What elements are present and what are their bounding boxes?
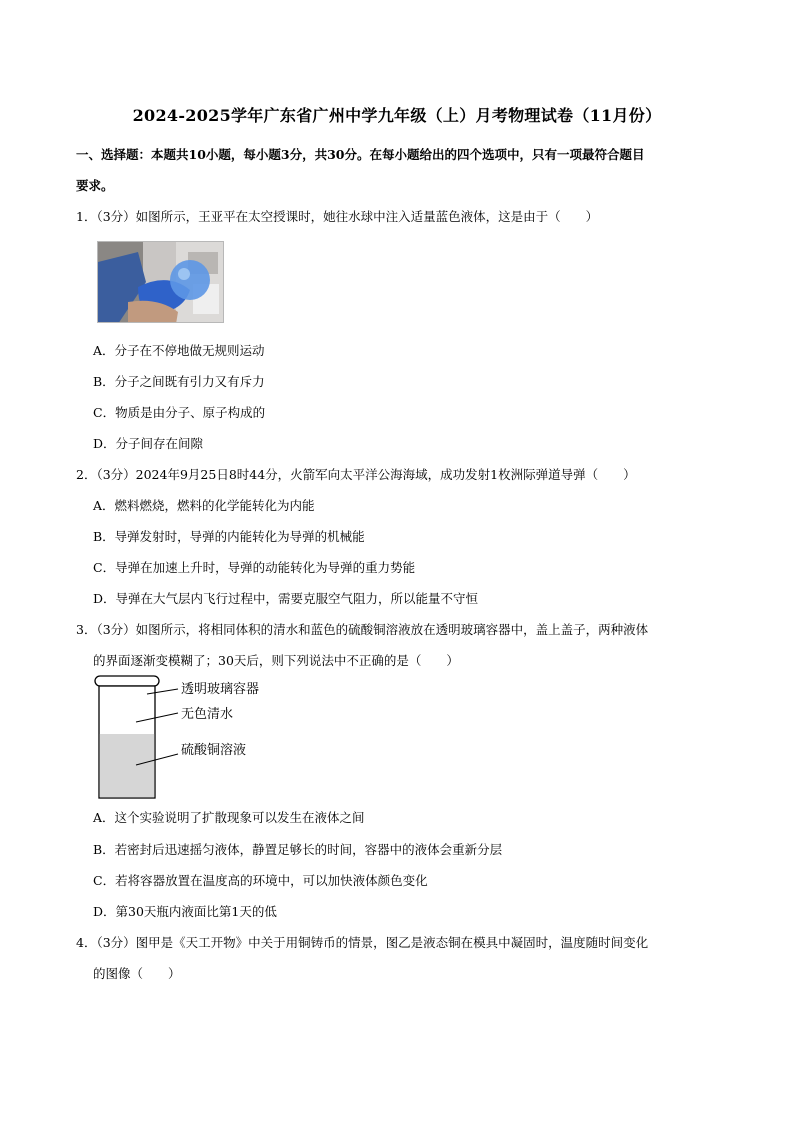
label-clear-water: 无色清水 [181,707,234,722]
question-3-stem-line1: 3．（3分）如图所示，将相同体积的清水和蓝色的硫酸铜溶液放在透明玻璃容器中，盖上盖子，两种液体 [76,622,649,637]
question-1-option-a: A．分子在不停地做无规则运动 [93,343,265,358]
question-2-option-d: D．导弹在大气层内飞行过程中，需要克服空气阻力，所以能量不守恒 [93,591,479,606]
question-3-stem-line2: 的界面逐渐变模糊了；30天后，则下列说法中不正确的是（ ） [93,653,459,668]
page-title: 2024-2025学年广东省广州中学九年级（上）月考物理试卷（11月份） [132,106,662,125]
question-2-stem: 2．（3分）2024年9月25日8时44分，火箭军向太平洋公海海域，成功发射1枚洲际弹道导弹（ ） [76,467,636,482]
glass-container-diagram [92,672,292,802]
space-class-photo [97,241,224,323]
container-lid [95,676,159,686]
question-3-option-b: B．若密封后迅速摇匀液体，静置足够长的时间，容器中的液体会重新分层 [93,842,503,857]
question-3-option-a: A．这个实验说明了扩散现象可以发生在液体之间 [93,810,365,825]
question-1-stem: 1．（3分）如图所示，王亚平在太空授课时，她往水球中注入适量蓝色液体，这是由于（ ） [76,209,599,224]
label-copper-sulfate: 硫酸铜溶液 [181,743,247,758]
label-glass-container: 透明玻璃容器 [181,682,260,697]
copper-sulfate-layer [100,734,155,797]
question-2-option-a: A．燃料燃烧，燃料的化学能转化为内能 [93,498,315,513]
question-3-option-d: D．第30天瓶内液面比第1天的低 [93,904,277,919]
question-3-option-c: C．若将容器放置在温度高的环境中，可以加快液体颜色变化 [93,873,428,888]
section-header-line2: 要求。 [76,178,114,193]
question-1-option-d: D．分子间存在间隙 [93,436,204,451]
question-2-option-c: C．导弹在加速上升时，导弹的动能转化为导弹的重力势能 [93,560,416,575]
question-4-stem-line2: 的图像（ ） [93,966,181,981]
question-4-stem-line1: 4．（3分）图甲是《天工开物》中关于用铜铸币的情景，图乙是液态铜在模具中凝固时，温度随时间变化 [76,935,649,950]
section-header-line1: 一、选择题：本题共10小题，每小题3分，共30分。在每小题给出的四个选项中，只有一项最符合题目 [76,147,645,162]
question-1-option-b: B．分子之间既有引力又有斥力 [93,374,265,389]
question-2-option-b: B．导弹发射时，导弹的内能转化为导弹的机械能 [93,529,365,544]
question-1-option-c: C．物质是由分子、原子构成的 [93,405,266,420]
